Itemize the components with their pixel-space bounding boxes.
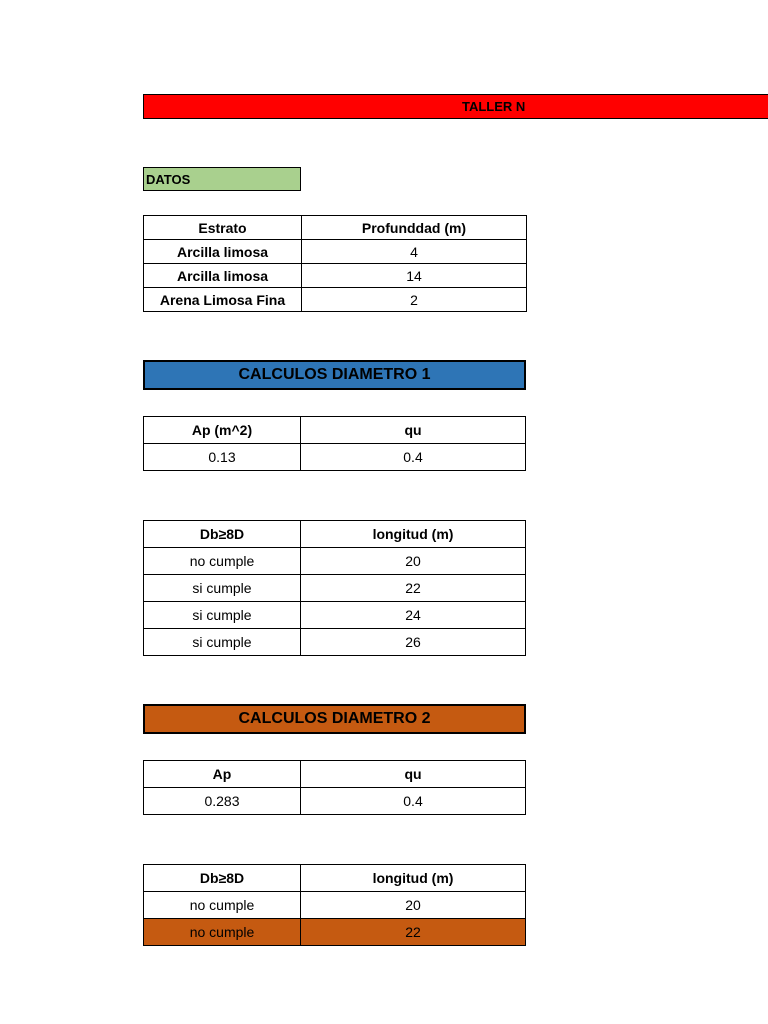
table-header-row bbox=[144, 216, 527, 240]
table-row bbox=[144, 788, 526, 815]
ap-table-diametro-1 bbox=[143, 416, 526, 471]
table-row bbox=[144, 892, 526, 919]
db-cell: no cumple bbox=[144, 919, 301, 946]
column-header-ap: Ap (m^2) bbox=[144, 417, 301, 444]
db-cell: si cumple bbox=[144, 602, 301, 629]
table-row bbox=[144, 575, 526, 602]
db-table-diametro-1 bbox=[143, 520, 526, 656]
section-header-diametro-1: CALCULOS DIAMETRO 1 bbox=[143, 360, 526, 390]
section-header-diametro-2: CALCULOS DIAMETRO 2 bbox=[143, 704, 526, 734]
ap-value-cell: 0.13 bbox=[144, 444, 301, 471]
column-header-longitud: longitud (m) bbox=[301, 865, 526, 892]
db-cell: si cumple bbox=[144, 575, 301, 602]
profundidad-cell: 4 bbox=[302, 240, 527, 264]
column-header-estrato: Estrato bbox=[144, 216, 302, 240]
table-header-row bbox=[144, 417, 526, 444]
page-title: TALLER N bbox=[462, 99, 526, 114]
longitud-cell: 20 bbox=[301, 548, 526, 575]
ap-value-cell: 0.283 bbox=[144, 788, 301, 815]
db-table-diametro-2 bbox=[143, 864, 526, 946]
column-header-profundidad: Profunddad (m) bbox=[302, 216, 527, 240]
estrato-cell: Arcilla limosa bbox=[144, 240, 302, 264]
table-row bbox=[144, 548, 526, 575]
db-cell: no cumple bbox=[144, 548, 301, 575]
table-row bbox=[144, 288, 527, 312]
longitud-cell: 24 bbox=[301, 602, 526, 629]
datos-label: DATOS bbox=[143, 167, 301, 191]
table-header-row bbox=[144, 865, 526, 892]
table-header-row bbox=[144, 761, 526, 788]
longitud-cell: 22 bbox=[301, 919, 526, 946]
column-header-db: Db≥8D bbox=[144, 865, 301, 892]
table-row bbox=[144, 444, 526, 471]
column-header-db: Db≥8D bbox=[144, 521, 301, 548]
table-row bbox=[144, 264, 527, 288]
table-row bbox=[144, 602, 526, 629]
column-header-qu: qu bbox=[301, 417, 526, 444]
profundidad-cell: 2 bbox=[302, 288, 527, 312]
table-row-highlighted bbox=[144, 919, 526, 946]
column-header-qu: qu bbox=[301, 761, 526, 788]
db-cell: no cumple bbox=[144, 892, 301, 919]
table-row bbox=[144, 629, 526, 656]
profundidad-cell: 14 bbox=[302, 264, 527, 288]
longitud-cell: 22 bbox=[301, 575, 526, 602]
longitud-cell: 20 bbox=[301, 892, 526, 919]
ap-table-diametro-2 bbox=[143, 760, 526, 815]
qu-value-cell: 0.4 bbox=[301, 444, 526, 471]
column-header-longitud: longitud (m) bbox=[301, 521, 526, 548]
column-header-ap: Ap bbox=[144, 761, 301, 788]
qu-value-cell: 0.4 bbox=[301, 788, 526, 815]
table-row bbox=[144, 240, 527, 264]
title-bar bbox=[143, 94, 768, 119]
estrato-cell: Arcilla limosa bbox=[144, 264, 302, 288]
table-header-row bbox=[144, 521, 526, 548]
estrato-cell: Arena Limosa Fina bbox=[144, 288, 302, 312]
datos-table bbox=[143, 215, 527, 312]
longitud-cell: 26 bbox=[301, 629, 526, 656]
db-cell: si cumple bbox=[144, 629, 301, 656]
